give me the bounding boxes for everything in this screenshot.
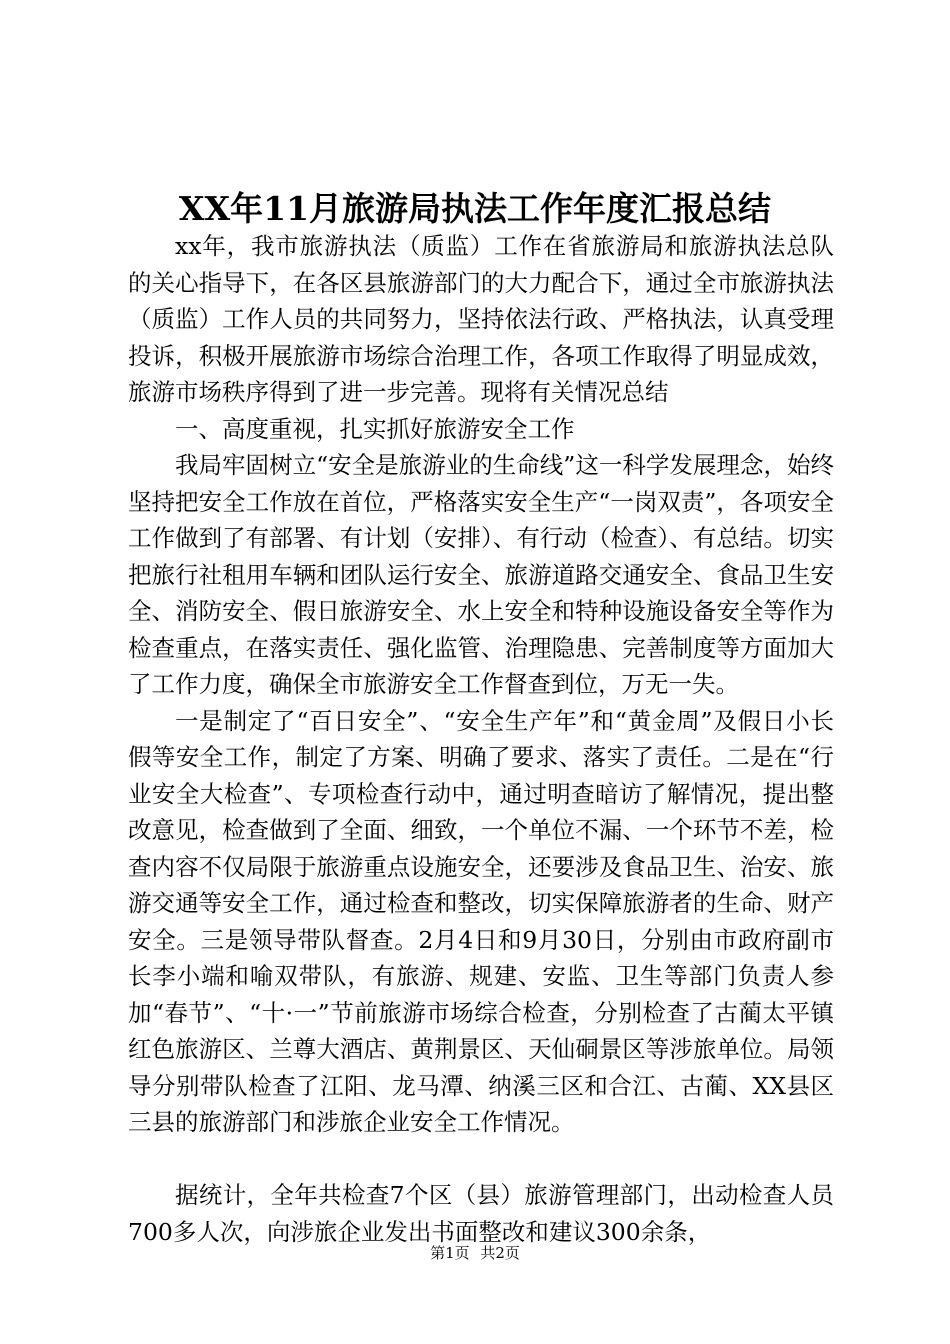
page-total: 共2页 (480, 1244, 520, 1262)
page-footer (0, 1243, 950, 1263)
paragraph-safety: 我局牢固树立“安全是旅游业的生命线”这一科学发展理念，始终坚持把安全工作放在首位，严格落实安全生产“一岗双责”，各项安全工作做到了有部署、有计划（安排）、有行动（检查）、有总结。切实把旅行社租用车辆和团队运行安全、旅游道路交通安全、食品卫生安全、消防安全、假日旅游安全、水上安全和特种设施设备安全等作为检查重点，在落实责任、强化监管、治理隐患、完善制度等方面加大了工作力度，确保全市旅游安全工作督查到位，万无一失。 (128, 451, 834, 698)
document-title: XX年11月旅游局执法工作年度汇报总结 (178, 189, 772, 228)
paragraph-statistics: 据统计，全年共检查7个区（县）旅游管理部门，出动检查人员700多人次，向涉旅企业发出书面整改和建议300余条， (128, 1181, 834, 1246)
paragraph-intro: xx年，我市旅游执法（质监）工作在省旅游局和旅游执法总队的关心指导下，在各区县旅游部门的大力配合下，通过全市旅游执法（质监）工作人员的共同努力，坚持依法行政、严格执法，认真受理投诉，积极开展旅游市场综合治理工作，各项工作取得了明显成效，旅游市场秩序得到了进一步完善。现将有关情况总结 (128, 232, 834, 406)
document-body (128, 228, 834, 1250)
page-number: 第1页 (430, 1244, 470, 1262)
section-heading: 一、高度重视，扎实抓好旅游安全工作 (175, 414, 575, 443)
paragraph-measures: 一是制定了“百日安全”、“安全生产年”和“黄金周”及假日小长假等安全工作，制定了方案、明确了要求、落实了责任。二是在“行业安全大检查”、专项检查行动中，通过明查暗访了解情况，提出整改意见，检查做到了全面、细致，一个单位不漏、一个环节不差，检查内容不仅局限于旅游重点设施安全，还要涉及食品卫生、治安、旅游交通等安全工作，通过检查和整改，切实保障旅游者的生命、财产安全。三是领导带队督查。2月4日和9月30日，分别由市政府副市长李小端和喻双带队，有旅游、规建、安监、卫生等部门负责人参加“春节”、“十·一”节前旅游市场综合检查，分别检查了古蔺太平镇红色旅游区、兰尊大酒店、黄荆景区、天仙硐景区等涉旅单位。局领导分别带队检查了江阳、龙马潭、纳溪三区和合江、古蔺、XX县区三县的旅游部门和涉旅企业安全工作情况。 (128, 706, 834, 1136)
